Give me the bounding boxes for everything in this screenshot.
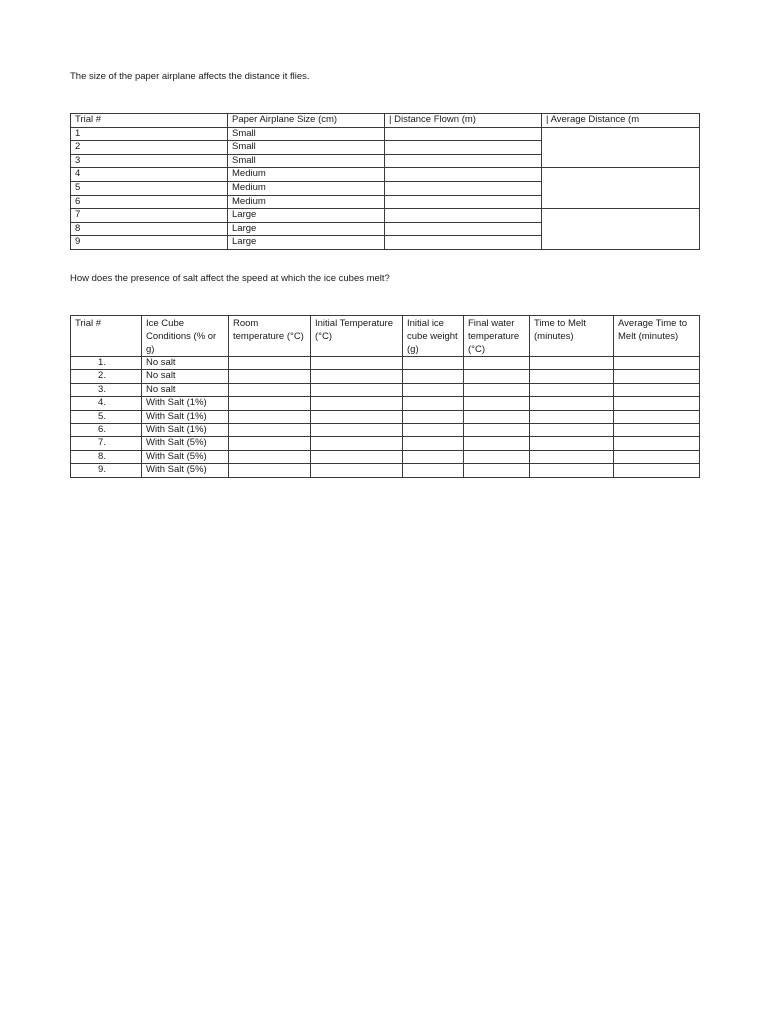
ice-weight-cell[interactable] [403, 450, 464, 463]
distance-cell[interactable] [385, 209, 542, 223]
table-row [71, 410, 700, 423]
initial-temperature-cell[interactable] [311, 397, 403, 410]
average-time-cell[interactable] [614, 450, 700, 463]
time-to-melt-cell[interactable] [530, 383, 614, 396]
room-temperature-cell[interactable] [229, 410, 311, 423]
condition-cell: With Salt (5%) [142, 437, 229, 450]
size-cell: Medium [228, 181, 385, 195]
room-temperature-cell[interactable] [229, 357, 311, 370]
header-final-water-temperature: Final water temperature (°C) [464, 316, 530, 357]
ice-weight-cell[interactable] [403, 464, 464, 477]
trial-cell: 6 [71, 195, 228, 209]
trial-cell: 3. [71, 383, 142, 396]
final-temperature-cell[interactable] [464, 410, 530, 423]
size-cell: Large [228, 209, 385, 223]
trial-cell: 5. [71, 410, 142, 423]
size-cell: Medium [228, 168, 385, 182]
initial-temperature-cell[interactable] [311, 357, 403, 370]
time-to-melt-cell[interactable] [530, 370, 614, 383]
distance-cell[interactable] [385, 195, 542, 209]
distance-cell[interactable] [385, 222, 542, 236]
condition-cell: No salt [142, 357, 229, 370]
condition-cell: With Salt (1%) [142, 397, 229, 410]
average-distance-cell-medium[interactable] [542, 168, 700, 209]
size-cell: Large [228, 236, 385, 250]
header-time-to-melt: Time to Melt (minutes) [530, 316, 614, 357]
room-temperature-cell[interactable] [229, 370, 311, 383]
trial-cell: 2. [71, 370, 142, 383]
trial-cell: 9. [71, 464, 142, 477]
table-header-row [71, 114, 700, 128]
table-row [71, 370, 700, 383]
trial-cell: 3 [71, 154, 228, 168]
trial-cell: 1 [71, 127, 228, 141]
header-initial-ice-cube-weight: Initial ice cube weight (g) [403, 316, 464, 357]
time-to-melt-cell[interactable] [530, 437, 614, 450]
initial-temperature-cell[interactable] [311, 437, 403, 450]
table-header-row [71, 316, 700, 357]
room-temperature-cell[interactable] [229, 383, 311, 396]
time-to-melt-cell[interactable] [530, 464, 614, 477]
condition-cell: With Salt (5%) [142, 464, 229, 477]
condition-cell: With Salt (1%) [142, 424, 229, 437]
size-cell: Small [228, 141, 385, 155]
final-temperature-cell[interactable] [464, 424, 530, 437]
initial-temperature-cell[interactable] [311, 383, 403, 396]
trial-cell: 5 [71, 181, 228, 195]
distance-cell[interactable] [385, 141, 542, 155]
initial-temperature-cell[interactable] [311, 370, 403, 383]
ice-weight-cell[interactable] [403, 370, 464, 383]
initial-temperature-cell[interactable] [311, 410, 403, 423]
hypothesis-statement: The size of the paper airplane affects the distance it flies. [70, 71, 310, 82]
distance-cell[interactable] [385, 168, 542, 182]
time-to-melt-cell[interactable] [530, 410, 614, 423]
table-row [71, 357, 700, 370]
ice-weight-cell[interactable] [403, 437, 464, 450]
time-to-melt-cell[interactable] [530, 424, 614, 437]
table-row [71, 437, 700, 450]
header-trial: Trial # [71, 114, 228, 128]
average-time-cell[interactable] [614, 410, 700, 423]
room-temperature-cell[interactable] [229, 397, 311, 410]
header-room-temperature: Room temperature (°C) [229, 316, 311, 357]
initial-temperature-cell[interactable] [311, 464, 403, 477]
table-row [71, 464, 700, 477]
header-average-distance: | Average Distance (m [542, 114, 700, 128]
trial-cell: 7. [71, 437, 142, 450]
distance-cell[interactable] [385, 181, 542, 195]
header-airplane-size: Paper Airplane Size (cm) [228, 114, 385, 128]
size-cell: Medium [228, 195, 385, 209]
trial-cell: 8. [71, 450, 142, 463]
average-time-cell[interactable] [614, 424, 700, 437]
header-trial: Trial # [71, 316, 142, 357]
header-average-time-to-melt: Average Time to Melt (minutes) [614, 316, 700, 357]
final-temperature-cell[interactable] [464, 450, 530, 463]
ice-weight-cell[interactable] [403, 383, 464, 396]
trial-cell: 4. [71, 397, 142, 410]
ice-melt-data-table [70, 315, 700, 478]
header-distance-flown: | Distance Flown (m) [385, 114, 542, 128]
trial-cell: 1. [71, 357, 142, 370]
average-time-cell[interactable] [614, 383, 700, 396]
trial-cell: 6. [71, 424, 142, 437]
room-temperature-cell[interactable] [229, 437, 311, 450]
room-temperature-cell[interactable] [229, 450, 311, 463]
room-temperature-cell[interactable] [229, 464, 311, 477]
time-to-melt-cell[interactable] [530, 450, 614, 463]
table-row [71, 383, 700, 396]
final-temperature-cell[interactable] [464, 383, 530, 396]
trial-cell: 9 [71, 236, 228, 250]
trial-cell: 4 [71, 168, 228, 182]
final-temperature-cell[interactable] [464, 357, 530, 370]
average-time-cell[interactable] [614, 357, 700, 370]
room-temperature-cell[interactable] [229, 424, 311, 437]
header-initial-temperature: Initial Temperature (°C) [311, 316, 403, 357]
average-time-cell[interactable] [614, 464, 700, 477]
average-distance-cell-large[interactable] [542, 209, 700, 250]
trial-cell: 2 [71, 141, 228, 155]
ice-weight-cell[interactable] [403, 410, 464, 423]
condition-cell: With Salt (1%) [142, 410, 229, 423]
average-time-cell[interactable] [614, 370, 700, 383]
airplane-data-table [70, 113, 700, 250]
average-time-cell[interactable] [614, 437, 700, 450]
trial-cell: 8 [71, 222, 228, 236]
final-temperature-cell[interactable] [464, 397, 530, 410]
time-to-melt-cell[interactable] [530, 397, 614, 410]
trial-cell: 7 [71, 209, 228, 223]
size-cell: Large [228, 222, 385, 236]
average-time-cell[interactable] [614, 397, 700, 410]
table-row [71, 397, 700, 410]
average-distance-cell-small[interactable] [542, 127, 700, 168]
condition-cell: With Salt (5%) [142, 450, 229, 463]
table-row [71, 450, 700, 463]
condition-cell: No salt [142, 383, 229, 396]
ice-weight-cell[interactable] [403, 357, 464, 370]
table-row [71, 127, 700, 141]
final-temperature-cell[interactable] [464, 437, 530, 450]
initial-temperature-cell[interactable] [311, 450, 403, 463]
table-row [71, 209, 700, 223]
table-row [71, 168, 700, 182]
ice-weight-cell[interactable] [403, 424, 464, 437]
final-temperature-cell[interactable] [464, 464, 530, 477]
distance-cell[interactable] [385, 236, 542, 250]
size-cell: Small [228, 127, 385, 141]
distance-cell[interactable] [385, 154, 542, 168]
time-to-melt-cell[interactable] [530, 357, 614, 370]
distance-cell[interactable] [385, 127, 542, 141]
final-temperature-cell[interactable] [464, 370, 530, 383]
table-row [71, 424, 700, 437]
condition-cell: No salt [142, 370, 229, 383]
ice-weight-cell[interactable] [403, 397, 464, 410]
size-cell: Small [228, 154, 385, 168]
research-question: How does the presence of salt affect the speed at which the ice cubes melt? [70, 273, 390, 284]
initial-temperature-cell[interactable] [311, 424, 403, 437]
header-ice-cube-conditions: Ice Cube Conditions (% or g) [142, 316, 229, 357]
